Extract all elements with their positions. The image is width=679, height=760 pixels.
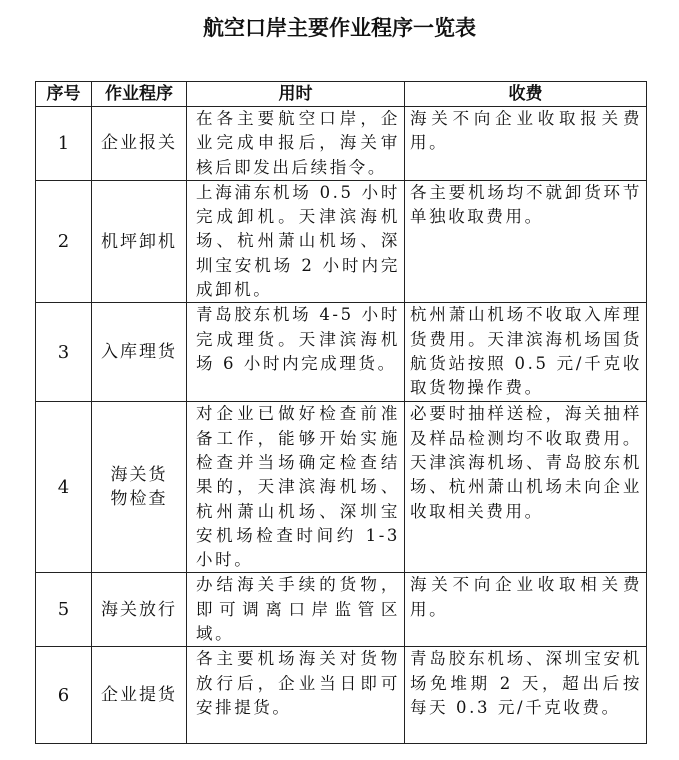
cell-time: 办结海关手续的货物，即可调离口岸监管区域。 bbox=[187, 573, 405, 647]
cell-step: 机坪卸机 bbox=[92, 180, 187, 302]
header-fee: 收费 bbox=[405, 82, 647, 107]
cell-no: 6 bbox=[36, 647, 92, 744]
table-header-row bbox=[36, 82, 647, 107]
cell-time: 上海浦东机场 0.5 小时完成卸机。天津滨海机场、杭州萧山机场、深圳宝安机场 2 小时内完成卸机。 bbox=[187, 180, 405, 302]
page-title: 航空口岸主要作业程序一览表 bbox=[203, 15, 476, 40]
cell-no: 4 bbox=[36, 402, 92, 573]
table-row bbox=[36, 647, 647, 744]
cell-fee: 海关不向企业收取报关费用。 bbox=[405, 107, 647, 181]
cell-time: 在各主要航空口岸，企业完成申报后，海关审核后即发出后续指令。 bbox=[187, 107, 405, 181]
cell-fee: 必要时抽样送检，海关抽样及样品检测均不收取费用。天津滨海机场、青岛胶东机场、杭州萧山机场未向企业收取相关费用。 bbox=[405, 402, 647, 573]
header-no: 序号 bbox=[36, 82, 92, 107]
cell-time: 青岛胶东机场 4-5 小时完成理货。天津滨海机场 6 小时内完成理货。 bbox=[187, 303, 405, 402]
cell-no: 5 bbox=[36, 573, 92, 647]
procedure-table bbox=[35, 81, 647, 744]
cell-step: 海关货物检查 bbox=[92, 402, 187, 573]
cell-fee: 海关不向企业收取相关费用。 bbox=[405, 573, 647, 647]
cell-step: 企业报关 bbox=[92, 107, 187, 181]
cell-no: 1 bbox=[36, 107, 92, 181]
table-row bbox=[36, 180, 647, 302]
header-time: 用时 bbox=[187, 82, 405, 107]
cell-step: 企业提货 bbox=[92, 647, 187, 744]
table-row bbox=[36, 402, 647, 573]
cell-no: 2 bbox=[36, 180, 92, 302]
cell-step: 入库理货 bbox=[92, 303, 187, 402]
header-step: 作业程序 bbox=[92, 82, 187, 107]
cell-time: 对企业已做好检查前准备工作，能够开始实施检查并当场确定检查结果的，天津滨海机场、杭州萧山机场、深圳宝安机场检查时间约 1-3 小时。 bbox=[187, 402, 405, 573]
table-row bbox=[36, 573, 647, 647]
table-row bbox=[36, 107, 647, 181]
cell-fee: 杭州萧山机场不收取入库理货费用。天津滨海机场国货航货站按照 0.5 元/千克收取货物操作费。 bbox=[405, 303, 647, 402]
cell-fee: 青岛胶东机场、深圳宝安机场免堆期 2 天，超出后按每天 0.3 元/千克收费。 bbox=[405, 647, 647, 744]
cell-step: 海关放行 bbox=[92, 573, 187, 647]
cell-time: 各主要机场海关对货物放行后，企业当日即可安排提货。 bbox=[187, 647, 405, 744]
cell-no: 3 bbox=[36, 303, 92, 402]
table-row bbox=[36, 303, 647, 402]
cell-fee: 各主要机场均不就卸货环节单独收取费用。 bbox=[405, 180, 647, 302]
